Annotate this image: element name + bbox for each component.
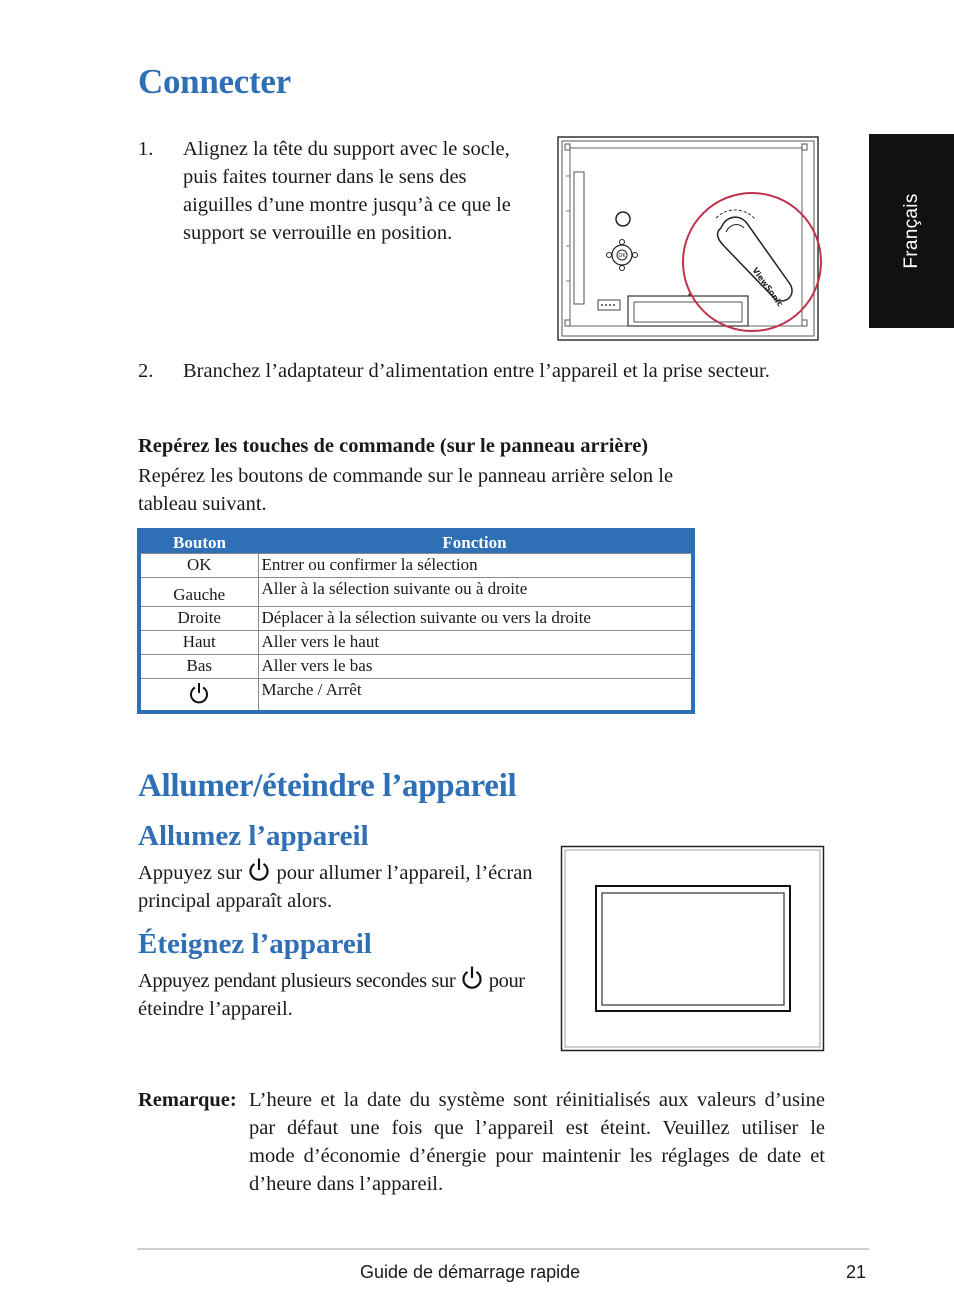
subtitle-power-on: Allumez l’appareil [138, 820, 369, 852]
table-row [139, 679, 693, 713]
function-cell: Aller vers le haut [258, 631, 693, 655]
step-2-number: 2. [138, 360, 154, 382]
step-1-line: puis faites tourner dans le sens des [183, 166, 467, 188]
controls-intro-line: Repérez les boutons de commande sur le panneau arrière selon le [138, 465, 674, 487]
button-cell: Gauche [139, 578, 258, 607]
note-line: mode d’économie d’énergie pour maintenir les réglages de date et [249, 1145, 825, 1167]
power-icon [460, 965, 484, 991]
note-line: d’heure dans l’appareil. [249, 1173, 444, 1195]
section-title-connect: Connecter [138, 62, 291, 101]
table-row [139, 631, 693, 655]
power-off-text-after: pour [488, 970, 525, 992]
controls-intro [138, 462, 738, 518]
controls-table [137, 528, 695, 714]
table-row [139, 554, 693, 578]
step-2-text: Branchez l’adaptateur d’alimentation entre l’appareil et la prise secteur. [183, 360, 770, 382]
controls-intro-line: tableau suivant. [138, 493, 267, 515]
table-row [139, 655, 693, 679]
section-title-power: Allumer/éteindre l’appareil [138, 768, 517, 804]
photo-frame-illustration [560, 845, 825, 1052]
step-1-line: support se verrouille en position. [183, 222, 453, 244]
power-on-text [138, 857, 558, 915]
step-1-number: 1. [138, 138, 154, 160]
language-label: Français [900, 193, 922, 269]
step-1-line: Alignez la tête du support avec le socle, [183, 138, 510, 160]
table-row [139, 607, 693, 631]
function-cell: Entrer ou confirmer la sélection [258, 554, 693, 578]
footer-divider [137, 1248, 869, 1250]
column-header-function: Fonction [258, 530, 693, 554]
power-on-line [138, 857, 558, 887]
note-line: par défaut une fois que l’appareil est éteint. Veuillez utiliser le [249, 1117, 825, 1139]
function-cell: Déplacer à la sélection suivante ou vers la droite [258, 607, 693, 631]
svg-text:▬: ▬ [688, 292, 693, 298]
note-text [249, 1086, 825, 1198]
step-1-text [183, 135, 553, 247]
power-off-text [138, 965, 558, 1023]
note-label: Remarque: [138, 1089, 237, 1111]
step-1-line: aiguilles d’une montre jusqu’à ce que le [183, 194, 511, 216]
column-header-button: Bouton [139, 530, 258, 554]
function-cell: Marche / Arrêt [258, 679, 693, 713]
note-line: L’heure et la date du système sont réinitialisés aux valeurs d’usine [249, 1089, 825, 1111]
power-icon [188, 681, 210, 705]
power-on-line-2: principal apparaît alors. [138, 890, 333, 912]
power-on-text-after: pour allumer l’appareil, l’écran [276, 862, 533, 884]
button-cell [139, 679, 258, 713]
button-cell: Bas [139, 655, 258, 679]
button-cell: OK [139, 554, 258, 578]
stand-brand-label: ViewSonic [750, 265, 785, 309]
svg-text:OK: OK [618, 253, 626, 259]
power-icon [247, 857, 271, 883]
subtitle-power-off: Éteignez l’appareil [138, 928, 372, 960]
button-cell: Droite [139, 607, 258, 631]
power-off-text-before: Appuyez pendant plusieurs secondes sur [138, 970, 456, 992]
power-off-line [138, 965, 558, 995]
function-cell: Aller à la sélection suivante ou à droite [258, 578, 693, 607]
page-number: 21 [846, 1262, 867, 1282]
button-cell: Haut [139, 631, 258, 655]
power-on-text-before: Appuyez sur [138, 862, 243, 884]
footer-title: Guide de démarrage rapide [360, 1262, 581, 1282]
table-header-row [139, 530, 693, 554]
back-panel-illustration [556, 136, 822, 342]
controls-heading: Repérez les touches de commande (sur le panneau arrière) [138, 435, 649, 457]
power-off-line-2: éteindre l’appareil. [138, 998, 293, 1020]
language-tab [869, 134, 954, 328]
table-row [139, 578, 693, 607]
function-cell: Aller vers le bas [258, 655, 693, 679]
